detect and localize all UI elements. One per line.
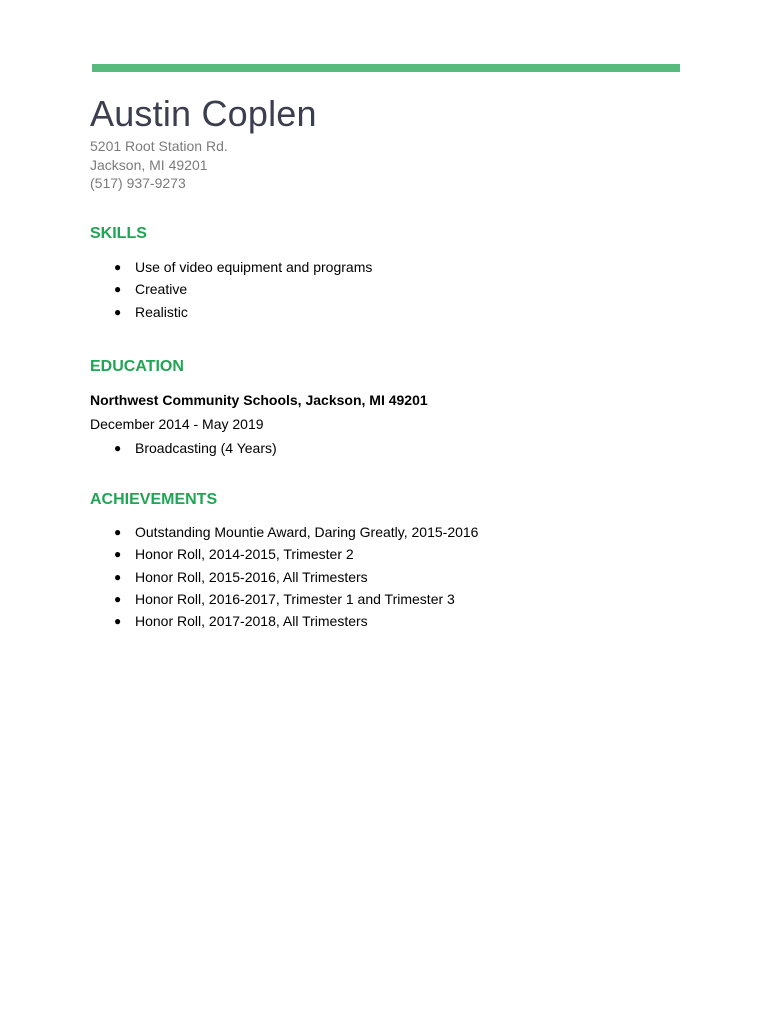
achievement-item-text: Honor Roll, 2016-2017, Trimester 1 and Trimester 3	[135, 590, 455, 607]
bullet-icon: ●	[114, 260, 122, 274]
bullet-icon: ●	[114, 569, 122, 584]
achievement-item-text: Honor Roll, 2015-2016, All Trimesters	[135, 568, 368, 585]
address-line-1: 5201 Root Station Rd.	[90, 138, 228, 154]
bullet-icon: ●	[114, 547, 122, 562]
bullet-icon: ●	[114, 614, 122, 629]
education-list	[90, 438, 277, 460]
skill-item	[90, 302, 372, 324]
achievement-item-text: Honor Roll, 2017-2018, All Trimesters	[135, 613, 368, 630]
header-accent-rule	[92, 64, 680, 72]
address-line-2: Jackson, MI 49201	[90, 156, 208, 173]
bullet-icon: ●	[114, 525, 122, 539]
skills-list	[90, 257, 372, 324]
achievements-list	[90, 522, 478, 633]
achievement-item	[90, 567, 478, 589]
achievements-heading: ACHIEVEMENTS	[90, 491, 218, 508]
resume-name: Austin Coplen	[90, 93, 317, 134]
bullet-icon: ●	[114, 304, 122, 319]
education-item	[90, 438, 277, 460]
achievement-item-text: Outstanding Mountie Award, Daring Greatly, 2015-2016	[135, 524, 479, 540]
achievement-item	[90, 589, 478, 611]
education-heading: EDUCATION	[90, 358, 184, 375]
bullet-icon: ●	[114, 282, 122, 297]
skills-heading: SKILLS	[90, 225, 147, 242]
skill-item	[90, 257, 372, 279]
phone-number: (517) 937-9273	[90, 175, 186, 191]
education-item-text: Broadcasting (4 Years)	[135, 440, 277, 456]
achievement-item	[90, 522, 478, 544]
bullet-icon: ●	[114, 591, 122, 606]
bullet-icon: ●	[114, 441, 122, 455]
contact-block	[90, 137, 228, 193]
skill-item-text: Realistic	[135, 303, 188, 320]
skill-item-text: Use of video equipment and programs	[135, 259, 373, 275]
school-name: Northwest Community Schools, Jackson, MI 49201	[90, 392, 428, 408]
achievement-item	[90, 544, 478, 566]
skill-item-text: Creative	[135, 281, 188, 298]
achievement-item	[90, 611, 478, 633]
achievement-item-text: Honor Roll, 2014-2015, Trimester 2	[135, 546, 354, 563]
education-dates: December 2014 - May 2019	[90, 416, 264, 432]
skill-item	[90, 279, 372, 301]
